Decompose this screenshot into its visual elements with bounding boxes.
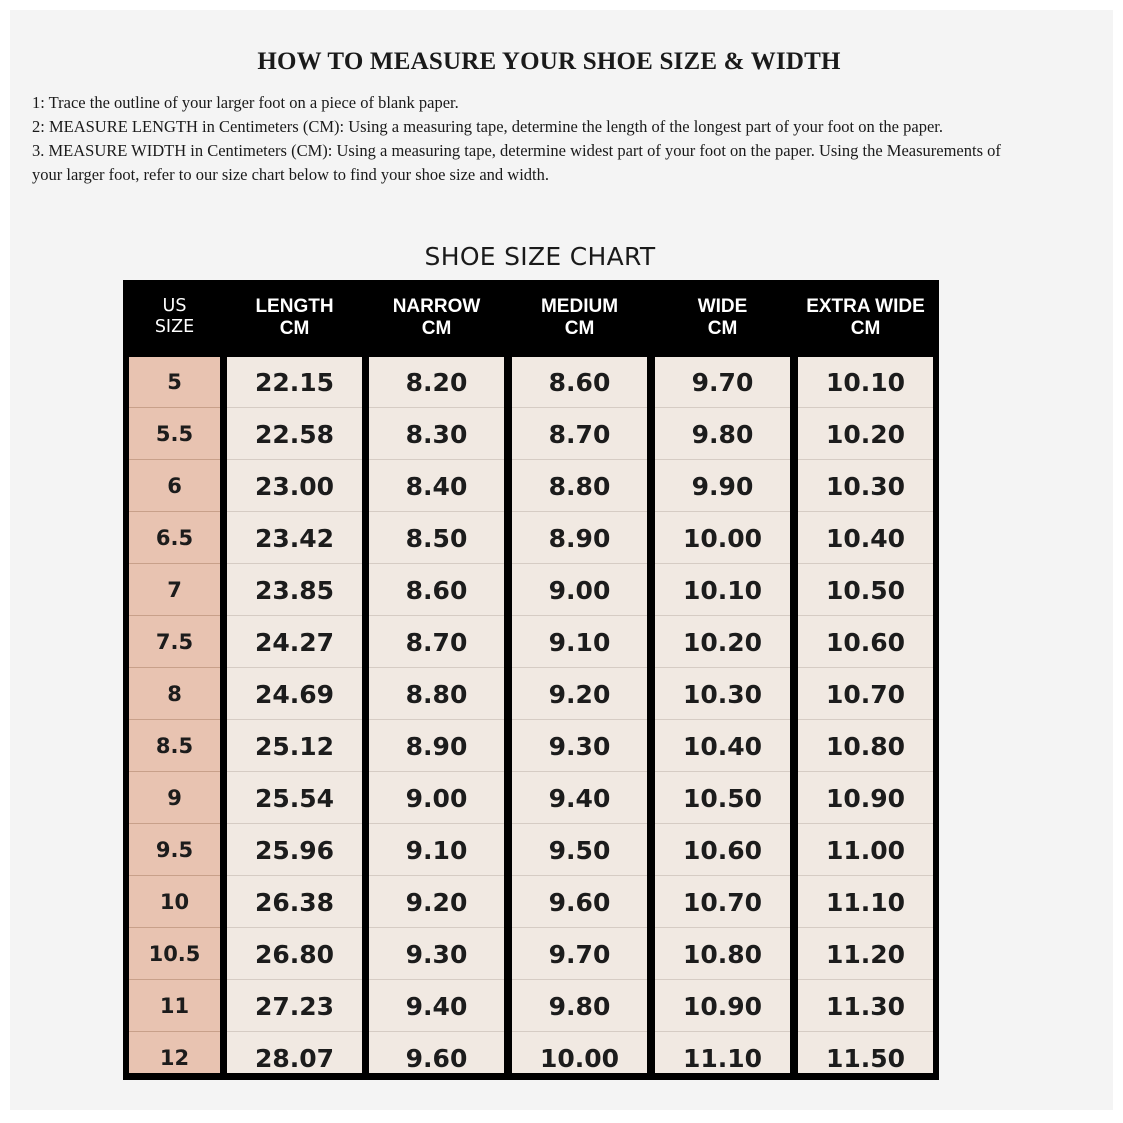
measurement-cell: 25.12 — [227, 721, 362, 772]
measurement-cell: 10.80 — [655, 929, 790, 980]
measurement-cell: 9.30 — [512, 721, 647, 772]
measurement-cell: 10.30 — [798, 461, 933, 512]
size-cell: 5 — [129, 357, 220, 408]
header-narrow-cm — [369, 296, 504, 340]
measurement-cell: 10.30 — [655, 669, 790, 720]
measurement-cell: 10.00 — [655, 513, 790, 564]
measurement-cell: 10.10 — [798, 357, 933, 408]
chart-title: SHOE SIZE CHART — [424, 242, 656, 271]
column-medium — [512, 357, 647, 1073]
measurement-cell: 9.70 — [512, 929, 647, 980]
measurement-cell: 9.80 — [512, 981, 647, 1032]
measurement-cell: 8.50 — [369, 513, 504, 564]
measurement-cell: 9.50 — [512, 825, 647, 876]
measurement-cell: 10.90 — [655, 981, 790, 1032]
measurement-cell: 10.60 — [655, 825, 790, 876]
measurement-cell: 10.70 — [655, 877, 790, 928]
size-cell: 9.5 — [129, 825, 220, 876]
measurement-cell: 10.20 — [798, 409, 933, 460]
instruction-step-3: 3. MEASURE WIDTH in Centimeters (CM): Using a measuring tape, determine widest part of your foot on the paper. Using the Measurements of your larger foot, refer to our size chart below to find your shoe size and width. — [32, 141, 1001, 184]
measurement-cell: 10.00 — [539, 1044, 620, 1073]
size-cell: 6 — [129, 461, 220, 512]
size-cell: 12 — [159, 1046, 190, 1070]
measurement-cell: 10.80 — [798, 721, 933, 772]
column-extra-wide — [798, 357, 933, 1073]
instruction-step-2: 2: MEASURE LENGTH in Centimeters (CM): Using a measuring tape, determine the length of the longest part of your foot on the paper. — [32, 117, 943, 136]
column-us-size — [129, 357, 220, 1073]
size-cell: 8 — [129, 669, 220, 720]
size-cell: 10 — [129, 877, 220, 928]
table-header-row — [123, 280, 939, 352]
column-length — [227, 357, 362, 1073]
column-wide — [655, 357, 790, 1073]
measurement-cell: 23.42 — [227, 513, 362, 564]
measurement-cell: 10.20 — [655, 617, 790, 668]
header-us-size — [129, 296, 220, 338]
measurement-cell: 10.50 — [798, 565, 933, 616]
header-extra-wide-cm — [798, 296, 933, 340]
size-cell: 8.5 — [129, 721, 220, 772]
measurement-cell: 10.60 — [798, 617, 933, 668]
header-label: LENGTH — [255, 296, 334, 317]
measurement-cell: 11.10 — [798, 877, 933, 928]
measurement-cell: 9.40 — [512, 773, 647, 824]
measurement-cell: 22.15 — [227, 357, 362, 408]
header-unit: CM — [850, 318, 881, 339]
measurement-cell: 8.70 — [369, 617, 504, 668]
measurement-cell: 8.60 — [369, 565, 504, 616]
measurement-cell: 26.38 — [227, 877, 362, 928]
size-cell: 6.5 — [129, 513, 220, 564]
measurement-cell: 10.70 — [798, 669, 933, 720]
measurement-cell: 9.20 — [512, 669, 647, 720]
header-medium-cm — [512, 296, 647, 340]
measurement-cell: 8.80 — [369, 669, 504, 720]
size-chart-table — [123, 280, 939, 1080]
measurement-cell: 8.40 — [369, 461, 504, 512]
measurement-cell: 9.30 — [369, 929, 504, 980]
measurement-cell: 9.20 — [369, 877, 504, 928]
page — [10, 10, 1113, 1110]
size-cell: 7 — [129, 565, 220, 616]
measurement-cell: 23.85 — [227, 565, 362, 616]
measurement-cell: 9.90 — [655, 461, 790, 512]
measurement-cell: 10.40 — [798, 513, 933, 564]
measurement-cell: 8.90 — [512, 513, 647, 564]
size-cell: 7.5 — [129, 617, 220, 668]
measurement-cell: 9.00 — [369, 773, 504, 824]
instructions — [32, 90, 1032, 187]
measurement-cell: 8.20 — [369, 357, 504, 408]
measurement-cell: 8.70 — [512, 409, 647, 460]
measurement-cell: 8.90 — [369, 721, 504, 772]
measurement-cell: 10.10 — [655, 565, 790, 616]
measurement-cell: 9.80 — [655, 409, 790, 460]
measurement-cell: 9.70 — [655, 357, 790, 408]
measurement-cell: 10.40 — [655, 721, 790, 772]
measurement-cell: 25.96 — [227, 825, 362, 876]
measurement-cell: 23.00 — [227, 461, 362, 512]
header-unit: SIZE — [154, 317, 195, 337]
measurement-cell: 9.00 — [512, 565, 647, 616]
measurement-cell: 11.00 — [798, 825, 933, 876]
header-wide-cm — [655, 296, 790, 340]
header-unit: CM — [564, 318, 595, 339]
header-label: WIDE — [697, 296, 748, 317]
header-label: EXTRA WIDE — [806, 296, 925, 317]
header-unit: CM — [707, 318, 738, 339]
measurement-cell: 24.27 — [227, 617, 362, 668]
instruction-step-1: 1: Trace the outline of your larger foot on a piece of blank paper. — [32, 93, 459, 112]
measurement-cell: 11.50 — [825, 1044, 906, 1073]
measurement-cell: 9.10 — [512, 617, 647, 668]
measurement-cell: 8.30 — [369, 409, 504, 460]
measurement-cell: 11.10 — [682, 1044, 763, 1073]
measurement-cell: 11.20 — [798, 929, 933, 980]
measurement-cell: 25.54 — [227, 773, 362, 824]
header-unit: CM — [279, 318, 310, 339]
measurement-cell: 8.80 — [512, 461, 647, 512]
header-length-cm — [227, 296, 362, 340]
header-label: NARROW — [392, 296, 481, 317]
measurement-cell: 10.50 — [655, 773, 790, 824]
header-label: MEDIUM — [540, 296, 619, 317]
measurement-cell: 8.60 — [512, 357, 647, 408]
measurement-cell: 27.23 — [227, 981, 362, 1032]
measurement-cell: 26.80 — [227, 929, 362, 980]
measurement-cell: 9.60 — [405, 1044, 468, 1073]
size-cell: 11 — [129, 981, 220, 1032]
measurement-cell: 11.30 — [798, 981, 933, 1032]
measurement-cell: 10.90 — [798, 773, 933, 824]
measurement-cell: 9.40 — [369, 981, 504, 1032]
size-cell: 5.5 — [129, 409, 220, 460]
size-cell: 10.5 — [129, 929, 220, 980]
header-label: US — [162, 296, 187, 316]
measurement-cell: 22.58 — [227, 409, 362, 460]
size-cell: 9 — [129, 773, 220, 824]
measurement-cell: 9.60 — [512, 877, 647, 928]
header-unit: CM — [421, 318, 452, 339]
measurement-cell: 24.69 — [227, 669, 362, 720]
column-narrow — [369, 357, 504, 1073]
measurement-cell: 9.10 — [369, 825, 504, 876]
measurement-cell: 28.07 — [254, 1044, 335, 1073]
page-title: HOW TO MEASURE YOUR SHOE SIZE & WIDTH — [257, 48, 841, 75]
